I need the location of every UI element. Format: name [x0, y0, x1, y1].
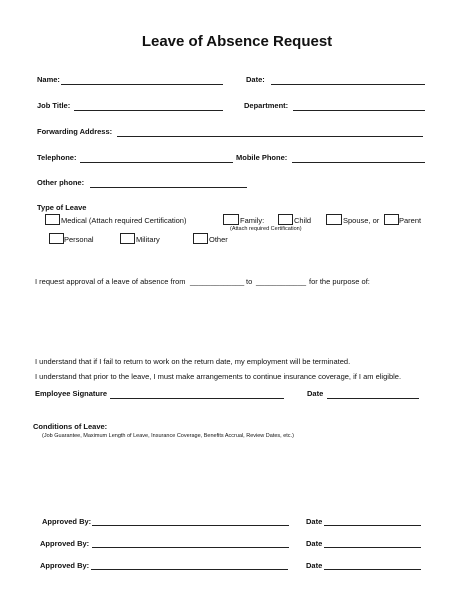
approval-date-field-1[interactable] [324, 525, 421, 526]
conditions-heading: Conditions of Leave: [33, 422, 108, 431]
other-phone-label: Other phone: [37, 178, 85, 187]
telephone-field[interactable] [80, 162, 233, 163]
name-label: Name: [37, 75, 60, 84]
employee-signature-field[interactable] [110, 398, 284, 399]
approval-date-label-1: Date [306, 517, 323, 526]
other-checkbox[interactable] [193, 233, 208, 244]
other-phone-field[interactable] [90, 187, 247, 188]
job-title-field[interactable] [74, 110, 223, 111]
approved-by-field-2[interactable] [92, 547, 289, 548]
signature-date-field[interactable] [327, 398, 419, 399]
spouse-checkbox[interactable] [326, 214, 342, 225]
approved-by-label-3: Approved By: [40, 561, 90, 570]
termination-statement: I understand that if I fail to return to work on the return date, my employment will be terminated. [35, 357, 351, 366]
personal-label: Personal [64, 235, 94, 244]
request-prefix: I request approval of a leave of absence from [35, 277, 186, 286]
approval-date-label-3: Date [306, 561, 323, 570]
family-label: Family: [240, 216, 265, 225]
spouse-label: Spouse, or [343, 216, 380, 225]
employee-signature-label: Employee Signature [35, 389, 108, 398]
child-checkbox[interactable] [278, 214, 293, 225]
approved-by-field-1[interactable] [92, 525, 289, 526]
forwarding-address-field[interactable] [117, 136, 423, 137]
parent-label: Parent [399, 216, 422, 225]
personal-checkbox[interactable] [49, 233, 64, 244]
military-label: Military [136, 235, 160, 244]
family-note: (Attach required Certification) [230, 226, 302, 232]
department-field[interactable] [293, 110, 425, 111]
approval-date-field-3[interactable] [324, 569, 421, 570]
family-checkbox[interactable] [223, 214, 239, 225]
request-suffix: for the purpose of: [309, 277, 370, 286]
insurance-statement: I understand that prior to the leave, I must make arrangements to continue insurance coverage, if I am eligible. [35, 372, 402, 381]
job-title-label: Job Title: [37, 101, 71, 110]
mobile-phone-label: Mobile Phone: [236, 153, 288, 162]
child-label: Child [294, 216, 312, 225]
forwarding-address-label: Forwarding Address: [37, 127, 113, 136]
parent-checkbox[interactable] [384, 214, 399, 225]
other-label: Other [209, 235, 228, 244]
conditions-note: (Job Guarantee, Maximum Length of Leave, Insurance Coverage, Benefits Accrual, Review Dates, etc.) [42, 433, 294, 439]
approved-by-label-2: Approved By: [40, 539, 90, 548]
medical-label: Medical (Attach required Certification) [61, 216, 187, 225]
leave-to-field[interactable]: ____________ [256, 277, 307, 286]
approved-by-label-1: Approved By: [42, 517, 92, 526]
leave-from-field[interactable]: _____________ [190, 277, 245, 286]
military-checkbox[interactable] [120, 233, 135, 244]
approval-date-label-2: Date [306, 539, 323, 548]
mobile-phone-field[interactable] [292, 162, 425, 163]
department-label: Department: [244, 101, 289, 110]
request-to: to [246, 277, 253, 286]
approval-date-field-2[interactable] [324, 547, 421, 548]
name-field[interactable] [61, 84, 223, 85]
medical-checkbox[interactable] [45, 214, 60, 225]
type-of-leave-heading: Type of Leave [37, 203, 87, 212]
signature-date-label: Date [307, 389, 324, 398]
telephone-label: Telephone: [37, 153, 77, 162]
page-title: Leave of Absence Request [141, 33, 333, 50]
date-label: Date: [246, 75, 265, 84]
date-field[interactable] [271, 84, 425, 85]
approved-by-field-3[interactable] [91, 569, 288, 570]
